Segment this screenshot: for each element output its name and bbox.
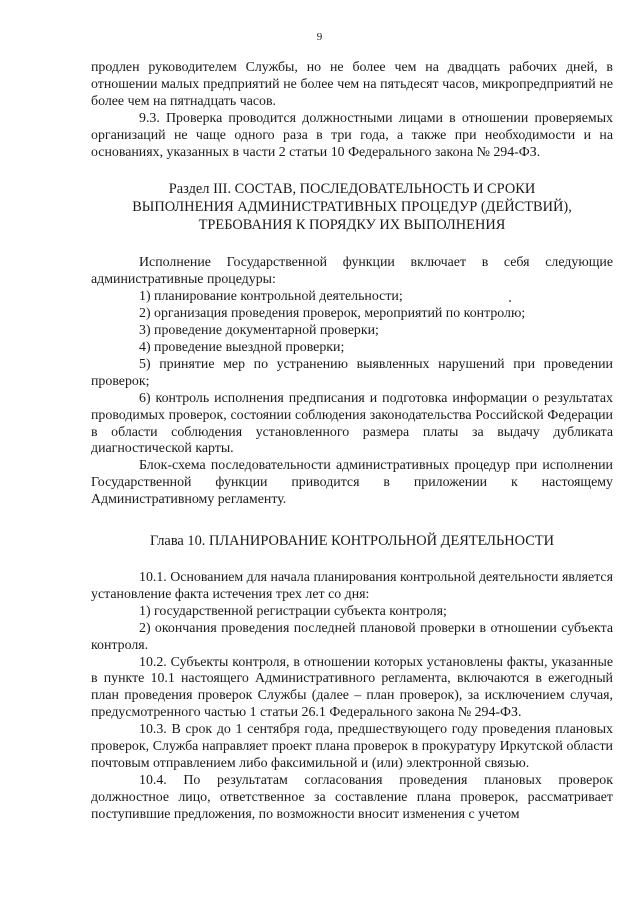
procedure-item: 2) организация проведения проверок, мероприятий по контролю; (139, 306, 526, 322)
procedure-item: 1) планирование контрольной деятельности; (139, 289, 403, 305)
page-number: 9 (316, 31, 323, 43)
scan-speck (509, 300, 511, 302)
procedure-item: 4) проведение выездной проверки; (139, 339, 345, 355)
section-heading-line-2: ВЫПОЛНЕНИЯ АДМИНИСТРАТИВНЫХ ПРОЦЕДУР (ДЕЙСТВИЙ), (132, 199, 572, 216)
paragraph-10-2: 10.2. Субъекты контроля, в отношении которых установлены факты, указанные в пункте 10.1 настоящего Административного регламента, включаются в ежегодный план проведения проверок Службы (далее – план проверок), за исключением случая, предусмотренного частью 1 статьи 26.1 Федерального закона № 294-ФЗ. (91, 654, 613, 721)
paragraph-10-4: 10.4. По результатам согласования проведения плановых проверок должностное лицо, ответственное за составление плана проверок, рассматривает поступившие предложения, по возможности вносит изменения с учетом (91, 772, 613, 822)
list-item: 2) окончания проведения последней плановой проверки в отношении субъекта контроля. (91, 620, 613, 653)
document-body (91, 60, 613, 824)
list-item: 1) государственной регистрации субъекта контроля; (139, 603, 447, 619)
chapter-heading: Глава 10. ПЛАНИРОВАНИЕ КОНТРОЛЬНОЙ ДЕЯТЕЛЬНОСТИ (150, 533, 554, 550)
paragraph-continuation: продлен руководителем Службы, но не более чем на двадцать рабочих дней, в отношении малых предприятий не более чем на пятьдесят часов, микропредприятий не более чем на пятнадцать часов. (91, 60, 613, 109)
paragraph-10-3: 10.3. В срок до 1 сентября года, предшествующего году проведения плановых проверок, Служба направляет проект плана проверок в прокуратуру Иркутской области почтовым отправлением либо факсимильной и (или) электронной связью. (91, 722, 613, 771)
section-intro: Исполнение Государственной функции включает в себя следующие административные процедуры: (91, 255, 613, 288)
paragraph-10-1: 10.1. Основанием для начала планирования контрольной деятельности является установление факта истечения трех лет со дня: (91, 570, 613, 602)
procedure-item: 5) принятие мер по устранению выявленных нарушений при проведении проверок; (91, 356, 613, 389)
section-heading-line-3: ТРЕБОВАНИЯ К ПОРЯДКУ ИХ ВЫПОЛНЕНИЯ (198, 217, 506, 234)
block-scheme-paragraph: Блок-схема последовательности административных процедур при исполнении Государственной функции приводится в приложении к настоящему Административному регламенту. (91, 458, 613, 508)
section-heading-line-1: Раздел III. СОСТАВ, ПОСЛЕДОВАТЕЛЬНОСТЬ И СРОКИ (168, 181, 536, 198)
procedure-item: 3) проведение документарной проверки; (139, 323, 379, 339)
procedure-item: 6) контроль исполнения предписания и подготовка информации о результатах проводимых проверок, состоянии соблюдения законодательства Российской Федерации в области соблюдения установленного размера платы за выдачу дубликата диагностической карты. (91, 390, 613, 457)
section-heading (91, 180, 613, 234)
paragraph-9-3: 9.3. Проверка проводится должностными лицами в отношении проверяемых организаций не чаще одного раза в три года, а также при необходимости и на основаниях, указанных в части 2 статьи 10 Федерального закона № 294-ФЗ. (91, 110, 613, 160)
